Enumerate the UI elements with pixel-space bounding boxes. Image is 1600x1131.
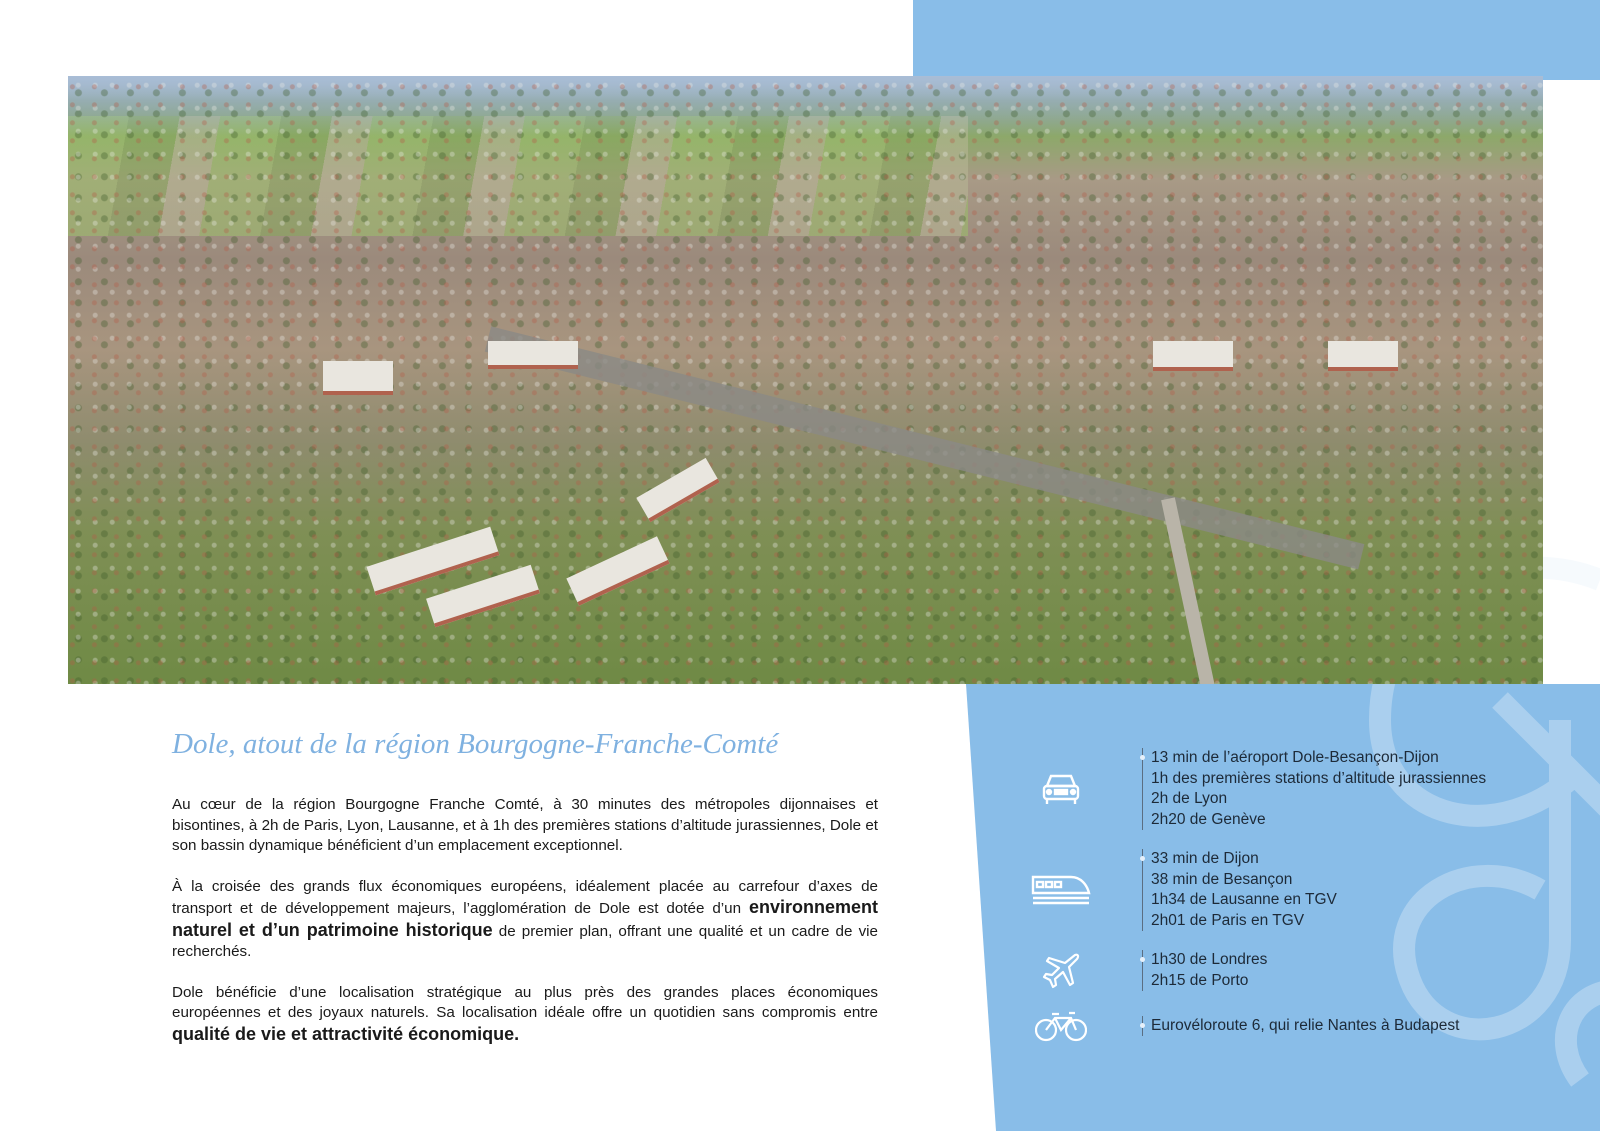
list-item: Eurovéloroute 6, qui relie Nantes à Budapest — [1151, 1016, 1460, 1034]
paragraph-3 — [172, 983, 878, 1047]
list-item: 1h des premières stations d’altitude jurassiennes — [1151, 769, 1487, 787]
page-title: Dole, atout de la région Bourgogne-Franche-Comté — [172, 728, 779, 760]
paragraph-1: Au cœur de la région Bourgogne Franche Comté, à 30 minutes des métropoles dijonnaises et bisontines, à 2h de Paris, Lyon, Lausanne, et à 1h des premières stations d’altitude jurassiennes, Dole et son bassin dynamique bénéficient d’un emplacement exceptionnel. — [172, 796, 878, 854]
list-item: 38 min de Besançon — [1151, 870, 1293, 888]
plane-icon — [1030, 951, 1092, 991]
list-item: 1h30 de Londres — [1151, 951, 1268, 968]
paragraph-text: Dole bénéficie d’une localisation stratégique au plus près des grandes places économiques européennes et des joyaux naturels. Sa localisation idéale offre un quotidien sans compromis entre — [172, 983, 878, 1021]
list-item: 13 min de l’aéroport Dole-Besançon-Dijon — [1151, 749, 1439, 766]
blue-header-band — [913, 0, 1600, 80]
paragraph-bold: environnement naturel et d’un patrimoine historique — [172, 897, 878, 940]
list-item: 2h20 de Genève — [1151, 810, 1266, 828]
paragraph-bold: qualité de vie et attractivité économique. — [172, 1023, 520, 1044]
list-item: 2h01 de Paris en TGV — [1151, 911, 1305, 929]
list-item: 33 min de Dijon — [1151, 850, 1259, 867]
transport-bicycle-list — [1142, 1016, 1459, 1037]
transport-bicycle — [1030, 1010, 1590, 1042]
transport-car — [1030, 748, 1590, 830]
body-text — [172, 795, 878, 1066]
transport-train-list — [1142, 849, 1337, 931]
transport-car-list — [1142, 748, 1486, 830]
paragraph-text: À la croisée des grands flux économiques européens, idéalement placée au carrefour d’axes de transport et de développement majeurs, l’agglomération de Dole est dotée d’un — [172, 877, 878, 917]
list-item: 2h15 de Porto — [1151, 971, 1249, 989]
transport-train — [1030, 849, 1590, 931]
paragraph-2 — [172, 877, 878, 963]
list-item: 2h de Lyon — [1151, 790, 1228, 807]
train-icon — [1030, 873, 1092, 907]
aerial-city-photo — [68, 76, 1543, 684]
transport-plane-list — [1142, 950, 1267, 991]
transport-list — [1030, 748, 1590, 1061]
bicycle-icon — [1030, 1010, 1092, 1042]
paragraph-text: de premier plan, offrant une qualité et un cadre de vie recherchés. — [172, 922, 878, 960]
car-icon — [1030, 772, 1092, 806]
transport-plane — [1030, 950, 1590, 991]
list-item: 1h34 de Lausanne en TGV — [1151, 891, 1337, 908]
